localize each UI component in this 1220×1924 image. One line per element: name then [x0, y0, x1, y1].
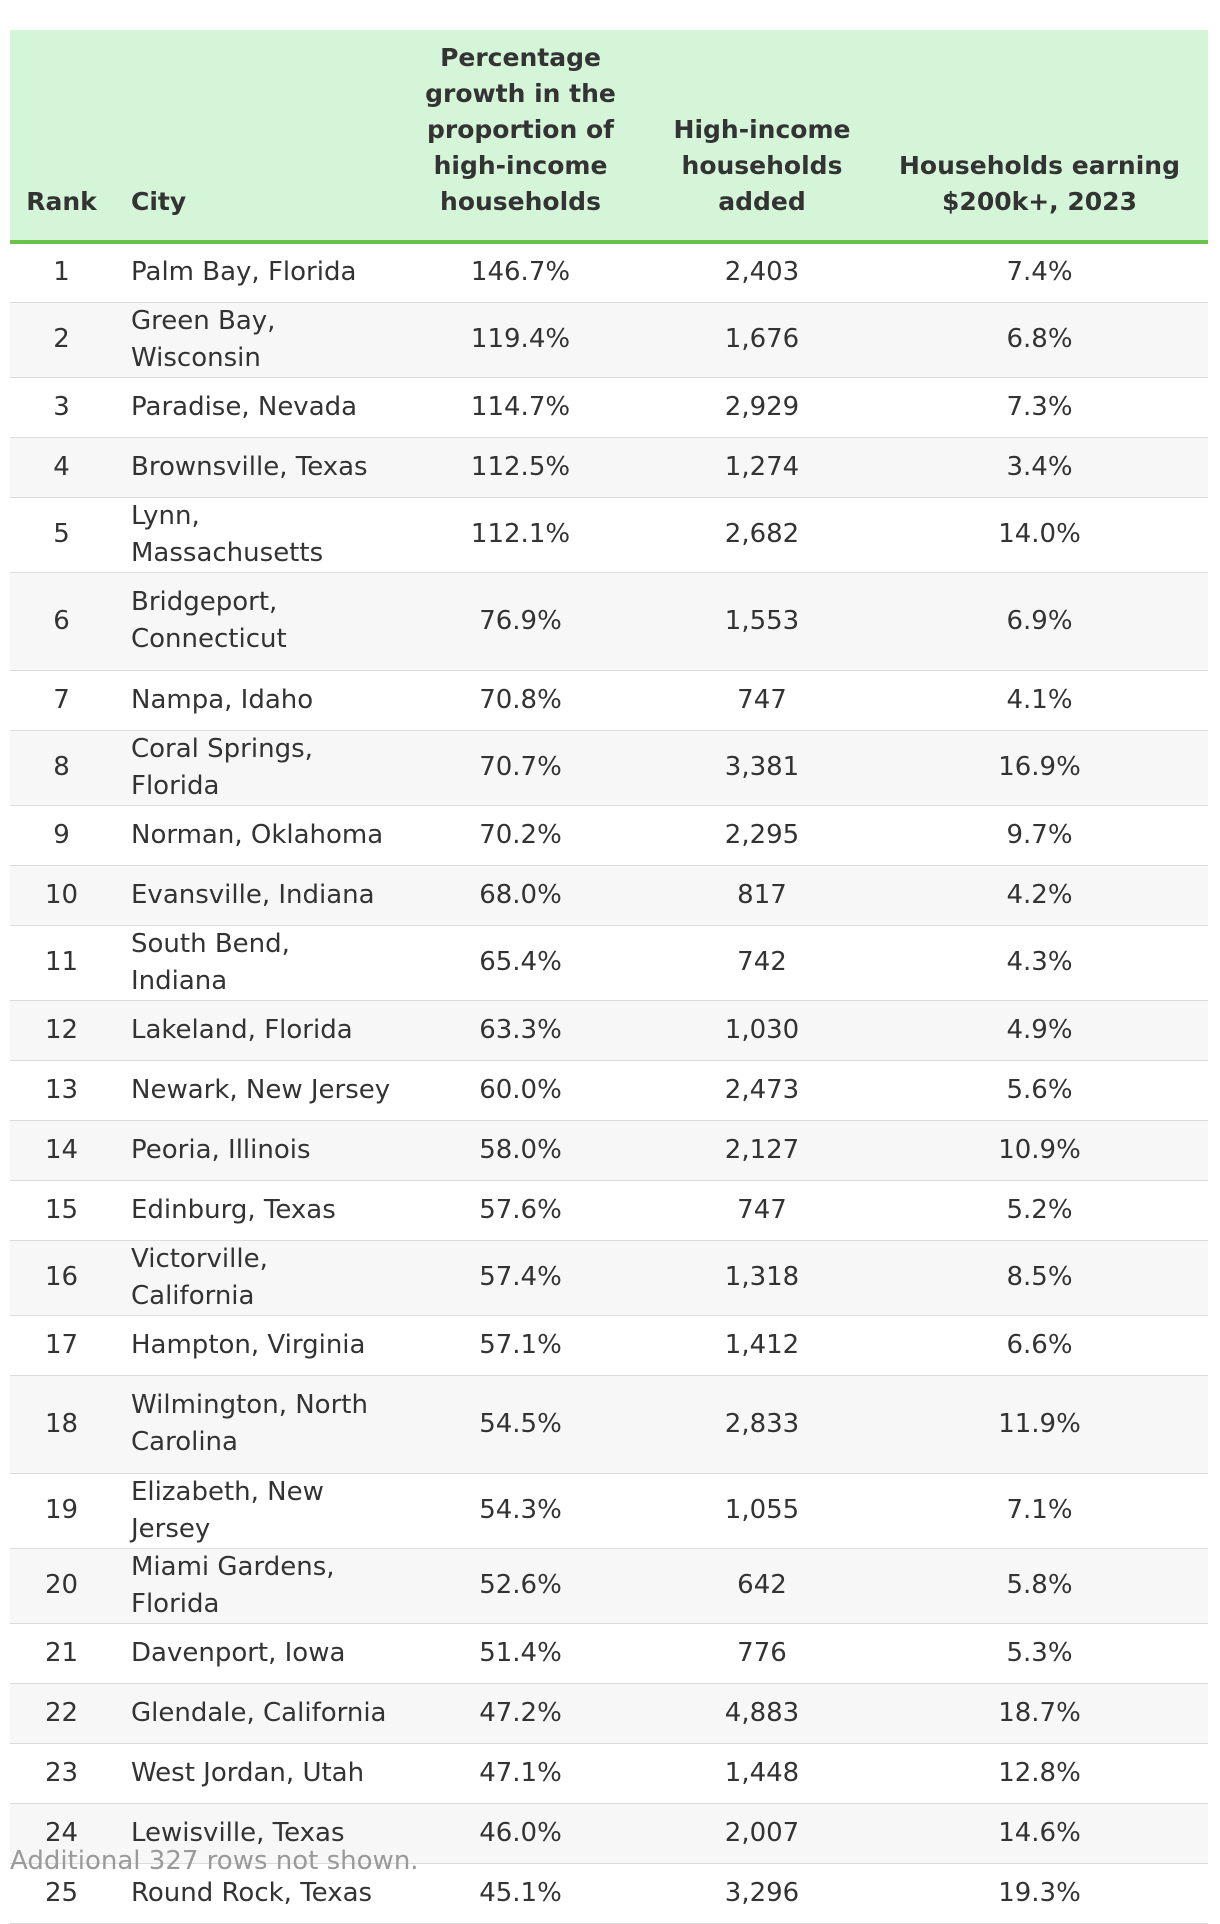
households-earning-cell: 10.9% [883, 1120, 1208, 1180]
table-row [10, 1375, 1208, 1473]
households-added-cell: 1,318 [641, 1240, 883, 1315]
city-cell: Round Rock, Texas [113, 1863, 400, 1923]
households-added-cell: 3,296 [641, 1863, 883, 1923]
pct-growth-cell: 54.3% [400, 1473, 641, 1548]
city-cell: Norman, Oklahoma [113, 805, 400, 865]
city-cell: Lewisville, Texas [113, 1803, 400, 1863]
table-body [10, 242, 1208, 1923]
households-added-cell: 1,676 [641, 302, 883, 377]
households-earning-cell: 7.3% [883, 377, 1208, 437]
city-cell: Evansville, Indiana [113, 865, 400, 925]
households-earning-cell: 3.4% [883, 437, 1208, 497]
table-row [10, 730, 1208, 805]
rank-cell: 12 [10, 1000, 113, 1060]
table-row [10, 1743, 1208, 1803]
table-row [10, 572, 1208, 670]
city-cell: Green Bay, Wisconsin [113, 302, 400, 377]
households-earning-cell: 19.3% [883, 1863, 1208, 1923]
rank-cell: 9 [10, 805, 113, 865]
rank-cell: 21 [10, 1623, 113, 1683]
table-row [10, 670, 1208, 730]
rank-cell: 15 [10, 1180, 113, 1240]
pct-growth-cell: 65.4% [400, 925, 641, 1000]
table-row [10, 1623, 1208, 1683]
table-row [10, 1315, 1208, 1375]
table-row [10, 1000, 1208, 1060]
table-row [10, 925, 1208, 1000]
households-earning-cell: 12.8% [883, 1743, 1208, 1803]
pct-growth-cell: 54.5% [400, 1375, 641, 1473]
pct-growth-cell: 51.4% [400, 1623, 641, 1683]
pct-growth-cell: 60.0% [400, 1060, 641, 1120]
rank-cell: 2 [10, 302, 113, 377]
rank-cell: 5 [10, 497, 113, 572]
rank-cell: 20 [10, 1548, 113, 1623]
city-cell: Lynn, Massachusetts [113, 497, 400, 572]
header-row [10, 30, 1208, 242]
pct-growth-cell: 46.0% [400, 1803, 641, 1863]
pct-growth-cell: 112.1% [400, 497, 641, 572]
households-added-cell: 747 [641, 670, 883, 730]
households-added-cell: 1,412 [641, 1315, 883, 1375]
households-earning-cell: 8.5% [883, 1240, 1208, 1315]
city-cell: South Bend, Indiana [113, 925, 400, 1000]
rank-cell: 13 [10, 1060, 113, 1120]
pct-growth-cell: 57.6% [400, 1180, 641, 1240]
pct-growth-cell: 70.2% [400, 805, 641, 865]
city-cell: Nampa, Idaho [113, 670, 400, 730]
city-cell: West Jordan, Utah [113, 1743, 400, 1803]
households-earning-cell: 11.9% [883, 1375, 1208, 1473]
households-earning-cell: 7.4% [883, 242, 1208, 302]
rank-cell: 16 [10, 1240, 113, 1315]
households-added-cell: 642 [641, 1548, 883, 1623]
households-earning-cell: 4.2% [883, 865, 1208, 925]
column-header-city[interactable]: City [113, 30, 400, 242]
city-cell: Edinburg, Texas [113, 1180, 400, 1240]
column-header-rank[interactable]: Rank [10, 30, 113, 242]
households-added-cell: 2,929 [641, 377, 883, 437]
rank-cell: 19 [10, 1473, 113, 1548]
households-added-cell: 742 [641, 925, 883, 1000]
households-earning-cell: 4.3% [883, 925, 1208, 1000]
table-row [10, 1120, 1208, 1180]
households-added-cell: 2,473 [641, 1060, 883, 1120]
table-row [10, 437, 1208, 497]
rank-cell: 17 [10, 1315, 113, 1375]
households-earning-cell: 14.0% [883, 497, 1208, 572]
rows-not-shown-note: Additional 327 rows not shown. [10, 1846, 419, 1876]
table-row [10, 242, 1208, 302]
pct-growth-cell: 114.7% [400, 377, 641, 437]
city-cell: Miami Gardens, Florida [113, 1548, 400, 1623]
city-cell: Victorville, California [113, 1240, 400, 1315]
households-earning-cell: 4.9% [883, 1000, 1208, 1060]
households-added-cell: 2,295 [641, 805, 883, 865]
pct-growth-cell: 57.4% [400, 1240, 641, 1315]
households-earning-cell: 18.7% [883, 1683, 1208, 1743]
table-row [10, 302, 1208, 377]
city-cell: Wilmington, North Carolina [113, 1375, 400, 1473]
rank-cell: 18 [10, 1375, 113, 1473]
city-cell: Coral Springs, Florida [113, 730, 400, 805]
households-earning-cell: 6.6% [883, 1315, 1208, 1375]
table-row [10, 865, 1208, 925]
pct-growth-cell: 146.7% [400, 242, 641, 302]
table-row [10, 805, 1208, 865]
city-cell: Brownsville, Texas [113, 437, 400, 497]
rank-cell: 3 [10, 377, 113, 437]
households-earning-cell: 5.3% [883, 1623, 1208, 1683]
households-earning-cell: 9.7% [883, 805, 1208, 865]
pct-growth-cell: 52.6% [400, 1548, 641, 1623]
table-row [10, 1240, 1208, 1315]
households-added-cell: 2,007 [641, 1803, 883, 1863]
households-added-cell: 2,127 [641, 1120, 883, 1180]
rank-cell: 11 [10, 925, 113, 1000]
pct-growth-cell: 58.0% [400, 1120, 641, 1180]
households-added-cell: 2,403 [641, 242, 883, 302]
pct-growth-cell: 70.7% [400, 730, 641, 805]
households-earning-cell: 4.1% [883, 670, 1208, 730]
city-cell: Glendale, California [113, 1683, 400, 1743]
households-added-cell: 817 [641, 865, 883, 925]
table-row [10, 1060, 1208, 1120]
households-added-cell: 2,682 [641, 497, 883, 572]
pct-growth-cell: 68.0% [400, 865, 641, 925]
table-row [10, 1683, 1208, 1743]
rank-cell: 6 [10, 572, 113, 670]
pct-growth-cell: 76.9% [400, 572, 641, 670]
pct-growth-cell: 70.8% [400, 670, 641, 730]
table-row [10, 377, 1208, 437]
households-earning-cell: 14.6% [883, 1803, 1208, 1863]
data-table-container [10, 30, 1208, 1924]
cities-table [10, 30, 1208, 1924]
pct-growth-cell: 45.1% [400, 1863, 641, 1923]
column-header-pct-growth[interactable]: Percentage growth in the proportion of high-income households [400, 30, 641, 242]
city-cell: Paradise, Nevada [113, 377, 400, 437]
households-added-cell: 1,553 [641, 572, 883, 670]
households-earning-cell: 5.8% [883, 1548, 1208, 1623]
rank-cell: 1 [10, 242, 113, 302]
rank-cell: 14 [10, 1120, 113, 1180]
households-earning-cell: 5.6% [883, 1060, 1208, 1120]
rank-cell: 10 [10, 865, 113, 925]
city-cell: Hampton, Virginia [113, 1315, 400, 1375]
city-cell: Lakeland, Florida [113, 1000, 400, 1060]
rank-cell: 22 [10, 1683, 113, 1743]
pct-growth-cell: 47.1% [400, 1743, 641, 1803]
households-added-cell: 1,055 [641, 1473, 883, 1548]
households-added-cell: 2,833 [641, 1375, 883, 1473]
pct-growth-cell: 119.4% [400, 302, 641, 377]
households-added-cell: 747 [641, 1180, 883, 1240]
households-earning-cell: 7.1% [883, 1473, 1208, 1548]
pct-growth-cell: 47.2% [400, 1683, 641, 1743]
city-cell: Newark, New Jersey [113, 1060, 400, 1120]
households-earning-cell: 5.2% [883, 1180, 1208, 1240]
table-row [10, 1548, 1208, 1623]
households-earning-cell: 16.9% [883, 730, 1208, 805]
rank-cell: 8 [10, 730, 113, 805]
city-cell: Palm Bay, Florida [113, 242, 400, 302]
rank-cell: 23 [10, 1743, 113, 1803]
rank-cell: 24 [10, 1803, 113, 1863]
city-cell: Davenport, Iowa [113, 1623, 400, 1683]
rank-cell: 7 [10, 670, 113, 730]
city-cell: Bridgeport, Connecticut [113, 572, 400, 670]
pct-growth-cell: 63.3% [400, 1000, 641, 1060]
city-cell: Elizabeth, New Jersey [113, 1473, 400, 1548]
city-cell: Peoria, Illinois [113, 1120, 400, 1180]
households-added-cell: 1,030 [641, 1000, 883, 1060]
table-row [10, 1473, 1208, 1548]
households-earning-cell: 6.9% [883, 572, 1208, 670]
pct-growth-cell: 57.1% [400, 1315, 641, 1375]
table-header [10, 30, 1208, 242]
table-row [10, 1180, 1208, 1240]
households-earning-cell: 6.8% [883, 302, 1208, 377]
table-row [10, 497, 1208, 572]
rank-cell: 4 [10, 437, 113, 497]
column-header-households-added[interactable]: High-income households added [641, 30, 883, 242]
rank-cell: 25 [10, 1863, 113, 1923]
households-added-cell: 3,381 [641, 730, 883, 805]
households-added-cell: 4,883 [641, 1683, 883, 1743]
households-added-cell: 1,448 [641, 1743, 883, 1803]
households-added-cell: 1,274 [641, 437, 883, 497]
pct-growth-cell: 112.5% [400, 437, 641, 497]
column-header-households-earning[interactable]: Households earning $200k+, 2023 [883, 30, 1208, 242]
households-added-cell: 776 [641, 1623, 883, 1683]
